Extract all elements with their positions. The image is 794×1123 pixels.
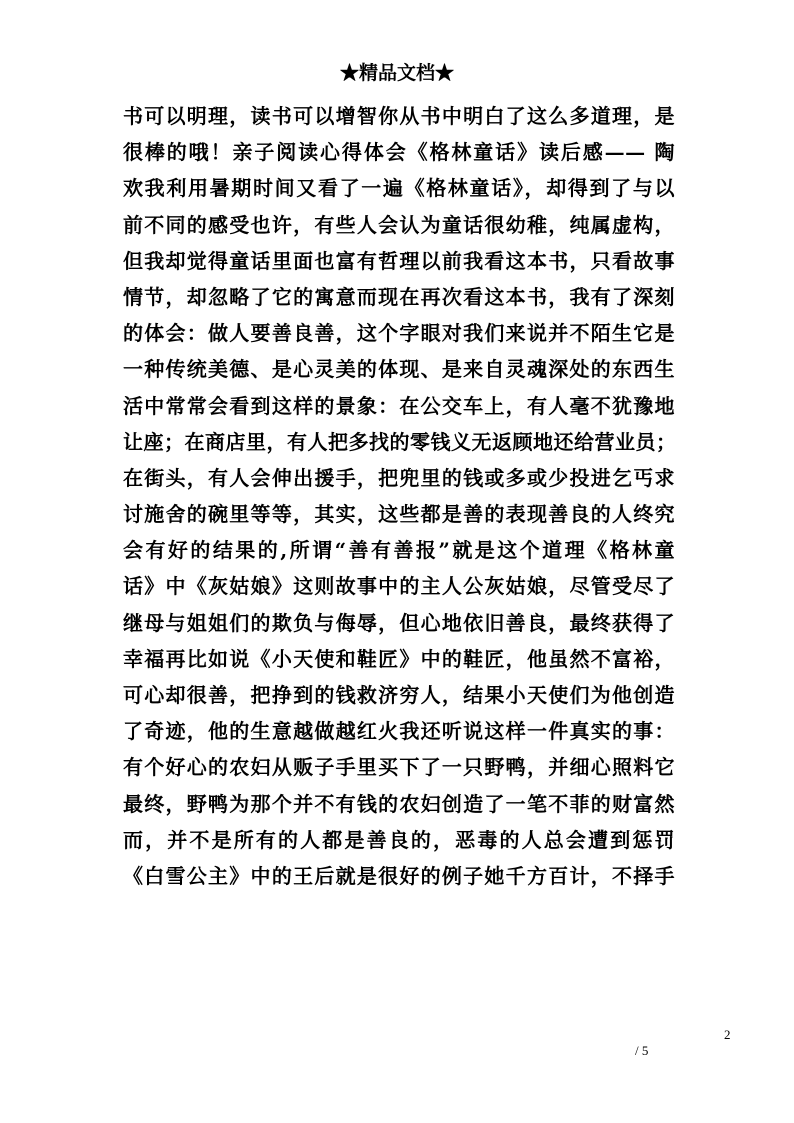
- document-header-title: ★精品文档★: [339, 62, 454, 84]
- body-line: 但我却觉得童话里面也富有哲理以前我看这本书，只看故事: [123, 248, 675, 273]
- body-line: 一种传统美德、是心灵美的体现、是来自灵魂深处的东西生: [123, 357, 675, 382]
- body-line: 而，并不是所有的人都是善良的，恶毒的人总会遭到惩罚: [123, 827, 675, 852]
- body-line: 活中常常会看到这样的景象：在公交车上，有人毫不犹豫地: [123, 393, 675, 418]
- body-line: 情节，却忽略了它的寓意而现在再次看这本书，我有了深刻: [123, 284, 675, 309]
- body-line: 最终，野鸭为那个并不有钱的农妇创造了一笔不菲的财富然: [123, 791, 675, 816]
- body-line: 幸福再比如说《小天使和鞋匠》中的鞋匠，他虽然不富裕，: [123, 646, 675, 671]
- body-line: 话》中《灰姑娘》这则故事中的主人公灰姑娘，尽管受尽了: [123, 574, 675, 599]
- body-line: 有个好心的农妇从贩子手里买下了一只野鸭，并细心照料它: [123, 755, 675, 780]
- body-line: 的体会：做人要善良善，这个字眼对我们来说并不陌生它是: [123, 321, 675, 346]
- body-line: 很棒的哦！亲子阅读心得体会《格林童话》读后感—— 陶: [123, 140, 675, 165]
- body-line: 会有好的结果的,所谓“善有善报”就是这个道理《格林童: [123, 538, 675, 563]
- body-line: 让座；在商店里，有人把多找的零钱义无返顾地还给营业员；: [123, 429, 677, 454]
- body-line: 讨施舍的碗里等等，其实，这些都是善的表现善良的人终究: [123, 502, 675, 527]
- body-line: 可心却很善，把挣到的钱救济穷人，结果小天使们为他创造: [123, 683, 675, 707]
- body-line: 《白雪公主》中的王后就是很好的例子她千方百计，不择手: [123, 863, 675, 888]
- body-line: 在街头，有人会伸出援手，把兜里的钱或多或少投进乞丐求: [123, 465, 675, 490]
- body-line: 了奇迹，他的生意越做越红火我还听说这样一件真实的事：: [123, 719, 675, 744]
- page-total: / 5: [635, 1043, 649, 1058]
- page-number: 2: [724, 1027, 731, 1042]
- body-line: 书可以明理，读书可以增智你从书中明白了这么多道理，是: [123, 104, 675, 128]
- document-body: [123, 98, 675, 894]
- body-line: 欢我利用暑期时间又看了一遍《格林童话》，却得到了与以: [123, 176, 675, 201]
- body-line: 前不同的感受也许，有些人会认为童话很幼稚，纯属虚构，: [123, 212, 675, 237]
- body-line: 继母与姐姐们的欺负与侮辱，但心地依旧善良，最终获得了: [123, 610, 675, 635]
